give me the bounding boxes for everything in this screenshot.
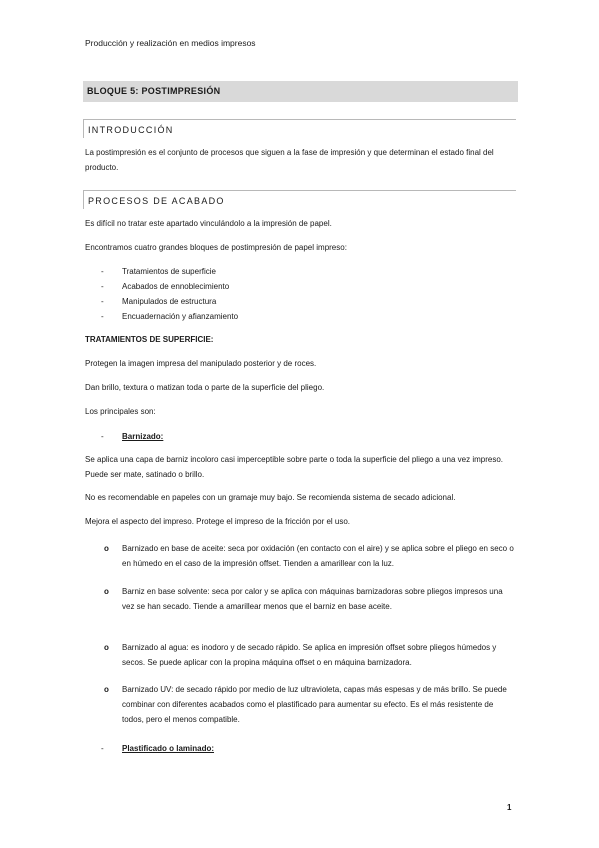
sublist-bullet: - <box>101 744 104 753</box>
barnizado-type-solvente: Barniz en base solvente: seca por calor y se aplica con máquinas barnizadoras sobre pliegos impresos una vez se han secado. Tiende a amarillear menos que el barniz en base aceite. <box>122 587 503 611</box>
acabado-paragraph-1: Es difícil no tratar este apartado vinculándolo a la impresión de papel. <box>85 219 332 228</box>
page-number: 1 <box>507 803 512 812</box>
sublist-bullet: - <box>101 432 104 441</box>
section-heading-introduccion: INTRODUCCIÓN <box>83 119 516 138</box>
circle-bullet: o <box>104 685 109 694</box>
barnizado-paragraph-1: Se aplica una capa de barniz incoloro casi imperceptible sobre parte o toda la superficie del pliego a una vez impreso. Puede ser mate, satinado o brillo. <box>85 455 504 479</box>
circle-bullet: o <box>104 643 109 652</box>
list-item: Acabados de ennoblecimiento <box>122 282 230 291</box>
list-item: Manipulados de estructura <box>122 297 217 306</box>
circle-bullet: o <box>104 544 109 553</box>
barnizado-type-uv: Barnizado UV: de secado rápido por medio de luz ultravioleta, capas más espesas y de más brillo. Se puede combinar con diferentes acabados como el plastificado para aumentar su efecto. Es el más resistente de todos, pero el menos compatible. <box>122 685 507 724</box>
tratamientos-paragraph-2: Dan brillo, textura o matizan toda o parte de la superficie del pliego. <box>85 383 325 392</box>
barnizado-paragraph-3: Mejora el aspecto del impreso. Protege el impreso de la fricción por el uso. <box>85 517 351 526</box>
list-bullet: - <box>101 297 104 306</box>
block-title: BLOQUE 5: POSTIMPRESIÓN <box>83 81 518 102</box>
intro-paragraph: La postimpresión es el conjunto de procesos que siguen a la fase de impresión y que determinan el estado final del producto. <box>85 148 494 172</box>
tratamientos-paragraph-1: Protegen la imagen impresa del manipulado posterior y de roces. <box>85 359 317 368</box>
tratamientos-heading: TRATAMIENTOS DE SUPERFICIE: <box>85 335 214 344</box>
list-bullet: - <box>101 267 104 276</box>
barnizado-paragraph-2: No es recomendable en papeles con un gramaje muy bajo. Se recomienda sistema de secado adicional. <box>85 493 456 502</box>
barnizado-type-agua: Barnizado al agua: es inodoro y de secado rápido. Se aplica en impresión offset sobre pliegos húmedos y secos. Se puede aplicar con la propina máquina offset o en máquina barnizadora. <box>122 643 497 667</box>
list-bullet: - <box>101 282 104 291</box>
barnizado-type-aceite: Barnizado en base de aceite: seca por oxidación (en contacto con el aire) y se aplica sobre el pliego en seco o en húmedo en el caso de la impresión offset. Tienden a amarillear con la luz. <box>122 544 514 568</box>
list-item: Tratamientos de superficie <box>122 267 216 276</box>
acabado-paragraph-2: Encontramos cuatro grandes bloques de postimpresión de papel impreso: <box>85 243 347 252</box>
list-item: Encuadernación y afianzamiento <box>122 312 239 321</box>
section-heading-procesos-acabado: PROCESOS DE ACABADO <box>83 190 516 209</box>
page-header: Producción y realización en medios impresos <box>85 38 256 48</box>
list-bullet: - <box>101 312 104 321</box>
tratamientos-paragraph-3: Los principales son: <box>85 407 156 416</box>
barnizado-title: Barnizado: <box>122 432 164 441</box>
plastificado-title: Plastificado o laminado: <box>122 744 215 753</box>
circle-bullet: o <box>104 587 109 596</box>
